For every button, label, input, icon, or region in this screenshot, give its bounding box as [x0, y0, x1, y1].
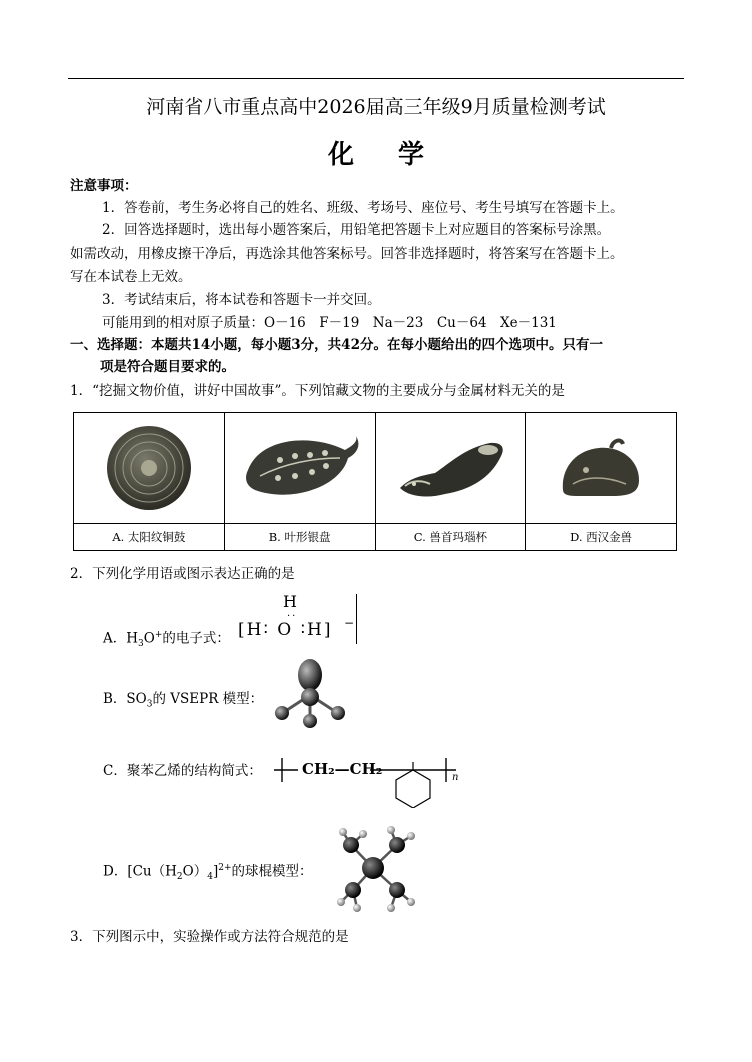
q1-option-a-label: A. 太阳纹铜鼓	[74, 523, 224, 550]
polystyrene-formula: CH₂—CH₂	[302, 760, 383, 778]
polymer-n: n	[452, 772, 459, 783]
gold-beast-image	[526, 413, 676, 523]
q1-option-d-label: D. 西汉金兽	[526, 523, 676, 550]
q1-option-a	[74, 413, 225, 551]
agate-cup-image	[376, 413, 526, 523]
margin-bar	[356, 594, 357, 644]
q1-option-d	[526, 413, 677, 551]
q1-relic-table	[73, 412, 677, 551]
subject-title: 化学	[327, 140, 468, 170]
polystyrene-structure	[270, 748, 470, 812]
q2-stem: 2．下列化学用语或图示表达正确的是	[70, 566, 295, 582]
section1-heading-cont: 项是符合题目要求的。	[100, 359, 235, 375]
top-rule	[68, 78, 684, 79]
q2-option-c-label: C．聚苯乙烯的结构简式：	[103, 763, 262, 779]
q2-option-d: D．$[Cu(H_2O)_4]^{2+}$的球棍模型：	[103, 863, 313, 883]
q1-option-c-label: C. 兽首玛瑙杯	[376, 523, 526, 550]
cu-complex-ball-stick-model-image	[325, 820, 425, 924]
bronze-drum-image	[74, 413, 224, 523]
q1-stem: 1．“挖掘文物价值，讲好中国故事”。下列馆藏文物的主要成分与金属材料无关的是	[70, 383, 565, 399]
q2-option-a-charge: −	[344, 616, 355, 630]
exam-title: 河南省八市重点高中2026届高三年级9月质量检测考试	[146, 96, 606, 118]
atomic-masses: 可能用到的相对原子质量：O－16 F－19 Na－23 Cu－64 Xe－131	[102, 315, 557, 331]
q2-option-a-formula: [H∶ O ∶H]	[238, 620, 333, 640]
q2-option-a: A．$H_3O^+$的电子式：	[103, 630, 230, 650]
notice-item-1: 1．答卷前，考生务必将自己的姓名、班级、考场号、座位号、考生号填写在答题卡上。	[102, 200, 624, 216]
q2-option-b: B．$SO_3$的 VSEPR 模型：	[103, 691, 264, 710]
electron-pair-dots: ··	[287, 611, 298, 622]
so3-vsepr-model-image	[270, 655, 350, 734]
q3-stem: 3．下列图示中，实验操作或方法符合规范的是	[70, 929, 349, 945]
notice-item-2-line-3: 写在本试卷上无效。	[70, 269, 192, 285]
notice-item-3: 3．考试结束后，将本试卷和答题卡一并交回。	[102, 292, 381, 308]
notice-item-2-line-2: 如需改动，用橡皮擦干净后，再选涂其他答案标号。回答非选择题时，将答案写在答题卡上。	[70, 246, 624, 262]
q1-option-b-label: B. 叶形银盘	[225, 523, 375, 550]
section1-heading: 一、选择题：本题共14小题，每小题3分，共42分。在每小题给出的四个选项中。只有一	[70, 337, 603, 353]
notice-heading: 注意事项：	[70, 178, 138, 194]
notice-item-2-line-1: 2．回答选择题时，选出每小题答案后，用铅笔把答题卡上对应题目的答案标号涂黑。	[102, 222, 611, 238]
q1-option-c	[375, 413, 526, 551]
q2-option-a-top-h: H	[283, 592, 297, 611]
silver-plate-image	[225, 413, 375, 523]
q1-option-b	[224, 413, 375, 551]
